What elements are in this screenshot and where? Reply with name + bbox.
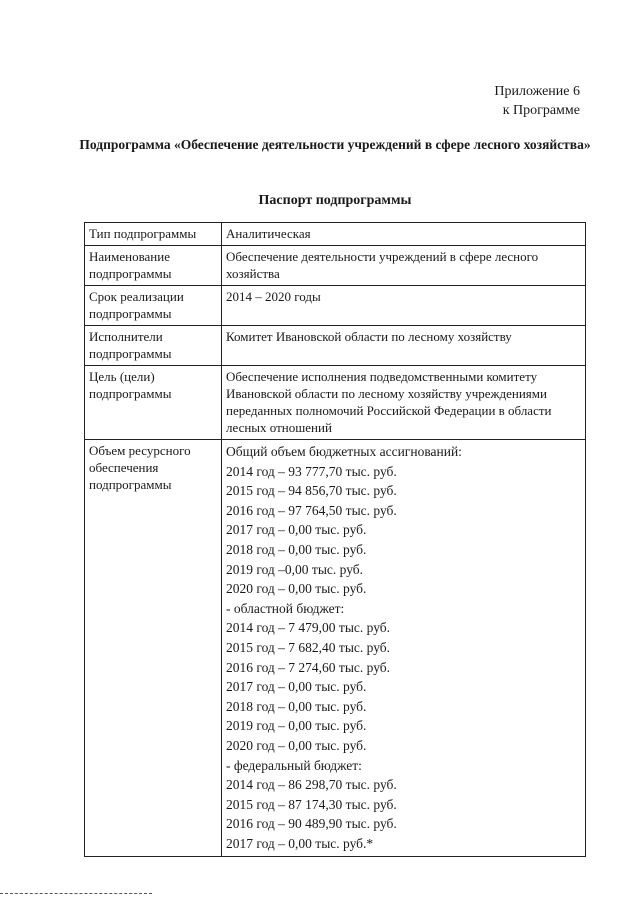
funding-line: 2016 год – 90 489,90 тыс. руб. bbox=[226, 816, 397, 832]
funding-line: 2018 год – 0,00 тыс. руб. bbox=[226, 541, 367, 557]
funding-line: 2016 год – 7 274,60 тыс. руб. bbox=[226, 659, 391, 675]
table-row bbox=[85, 326, 586, 366]
funding-line: 2017 год – 0,00 тыс. руб. bbox=[226, 679, 367, 695]
row-value-name: Обеспечение деятельности учреждений в сфере лесного хозяйства bbox=[222, 246, 586, 286]
funding-line: 2018 год – 0,00 тыс. руб. bbox=[226, 698, 367, 714]
row-label-goal: Цель (цели) подпрограммы bbox=[85, 366, 222, 440]
subprogram-title: Подпрограмма «Обеспечение деятельности учреждений в сфере лесного хозяйства» bbox=[79, 137, 591, 152]
table-row bbox=[85, 286, 586, 326]
footnote-divider bbox=[0, 893, 152, 894]
funding-line: 2014 год – 93 777,70 тыс. руб. bbox=[226, 463, 397, 479]
funding-line: 2015 год – 7 682,40 тыс. руб. bbox=[226, 639, 391, 655]
row-value-type: Аналитическая bbox=[222, 223, 586, 246]
funding-line: 2015 год – 87 174,30 тыс. руб. bbox=[226, 796, 397, 812]
row-label-name: Наименование подпрограммы bbox=[85, 246, 222, 286]
funding-regional-heading: - областной бюджет: bbox=[226, 600, 345, 616]
appendix-program-ref: к Программе bbox=[502, 103, 580, 118]
row-label-type: Тип подпрограммы bbox=[85, 223, 222, 246]
row-value-goal: Обеспечение исполнения подведомственными комитету Ивановской области по лесному хозяйству учреждениями переданных полномочий Российской Федерации в области лесных отношений bbox=[222, 366, 586, 440]
row-label-term: Срок реализации подпрограммы bbox=[85, 286, 222, 326]
passport-table bbox=[84, 222, 586, 857]
row-value-funding bbox=[222, 440, 586, 857]
appendix-number: Приложение 6 bbox=[494, 84, 580, 99]
funding-line: 2020 год – 0,00 тыс. руб. bbox=[226, 737, 367, 753]
funding-line: 2020 год – 0,00 тыс. руб. bbox=[226, 581, 367, 597]
row-label-executors: Исполнители подпрограммы bbox=[85, 326, 222, 366]
table-row bbox=[85, 440, 586, 857]
funding-line: 2016 год – 97 764,50 тыс. руб. bbox=[226, 502, 397, 518]
funding-line: 2017 год – 0,00 тыс. руб. bbox=[226, 522, 367, 538]
funding-line: 2015 год – 94 856,70 тыс. руб. bbox=[226, 483, 397, 499]
funding-line: 2014 год – 7 479,00 тыс. руб. bbox=[226, 620, 391, 636]
table-row bbox=[85, 246, 586, 286]
funding-federal-heading: - федеральный бюджет: bbox=[226, 757, 362, 773]
funding-line: 2019 год –0,00 тыс. руб. bbox=[226, 561, 364, 577]
appendix-reference bbox=[494, 82, 580, 120]
table-row bbox=[85, 366, 586, 440]
row-label-funding: Объем ресурсного обеспечения подпрограммы bbox=[85, 440, 222, 857]
funding-line: 2014 год – 86 298,70 тыс. руб. bbox=[226, 777, 397, 793]
funding-total-heading: Общий объем бюджетных ассигнований: bbox=[226, 444, 462, 459]
row-value-executors: Комитет Ивановской области по лесному хозяйству bbox=[222, 326, 586, 366]
table-row bbox=[85, 223, 586, 246]
funding-line: 2017 год – 0,00 тыс. руб.* bbox=[226, 835, 374, 851]
passport-title: Паспорт подпрограммы bbox=[258, 193, 412, 208]
funding-line: 2019 год – 0,00 тыс. руб. bbox=[226, 718, 367, 734]
row-value-term: 2014 – 2020 годы bbox=[222, 286, 586, 326]
